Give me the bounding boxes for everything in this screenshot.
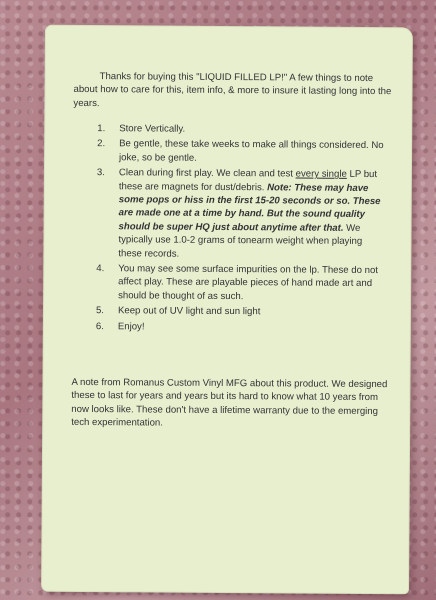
care-list bbox=[96, 122, 387, 337]
bold-note: Note: These may have some pops or hiss in the first 15-20 seconds or so. These are made one at a time by hand. But the sound quality should be super HQ just about anytime after that. bbox=[118, 181, 381, 234]
item-number: 3. bbox=[96, 167, 106, 179]
item-number: 4. bbox=[96, 263, 105, 275]
manufacturer-note: A note from Romanus Custom Vinyl MFG about this product. We designed these to last for years and years but its hard to know what 10 years from now looks like. These don't have a lifetime warranty due to the emerging tech experimentation. bbox=[71, 376, 388, 429]
item-text-end: We typically use 1.0-2 grams of tonearm weight when playing these records. bbox=[118, 222, 363, 260]
list-item bbox=[97, 137, 387, 166]
underlined-text: every single bbox=[295, 168, 347, 181]
item-number: 5. bbox=[95, 305, 105, 317]
list-item bbox=[96, 262, 386, 304]
item-text: You may see some surface impurities on the lp. These do not affect play. These are playable pieces of hand made art and should be thought of as such. bbox=[118, 263, 379, 302]
item-text: Store Vertically. bbox=[119, 123, 186, 135]
item-text: Enjoy! bbox=[117, 320, 145, 333]
item-text: Keep out of UV light and sun light bbox=[117, 305, 261, 318]
item-text-start: Clean during first play. We clean and test bbox=[118, 167, 296, 180]
list-item bbox=[96, 304, 386, 319]
list-item bbox=[96, 320, 386, 335]
item-number: 1. bbox=[97, 123, 106, 135]
item-text-middle: LP but these are magnets for dust/debris. bbox=[118, 169, 378, 193]
intro-paragraph: Thanks for buying this "LIQUID FILLED LP!" A few things to note about how to care for this, item info, & more to insure it lasting long into the years. bbox=[73, 71, 392, 109]
item-text: Be gentle, these take weeks to make all things considered. No joke, so be gentle. bbox=[119, 138, 384, 164]
item-number: 6. bbox=[95, 320, 104, 332]
list-item bbox=[96, 166, 387, 262]
list-item bbox=[97, 122, 387, 137]
item-number: 2. bbox=[97, 138, 106, 150]
care-instructions-card bbox=[42, 26, 412, 594]
item-text bbox=[118, 166, 387, 262]
